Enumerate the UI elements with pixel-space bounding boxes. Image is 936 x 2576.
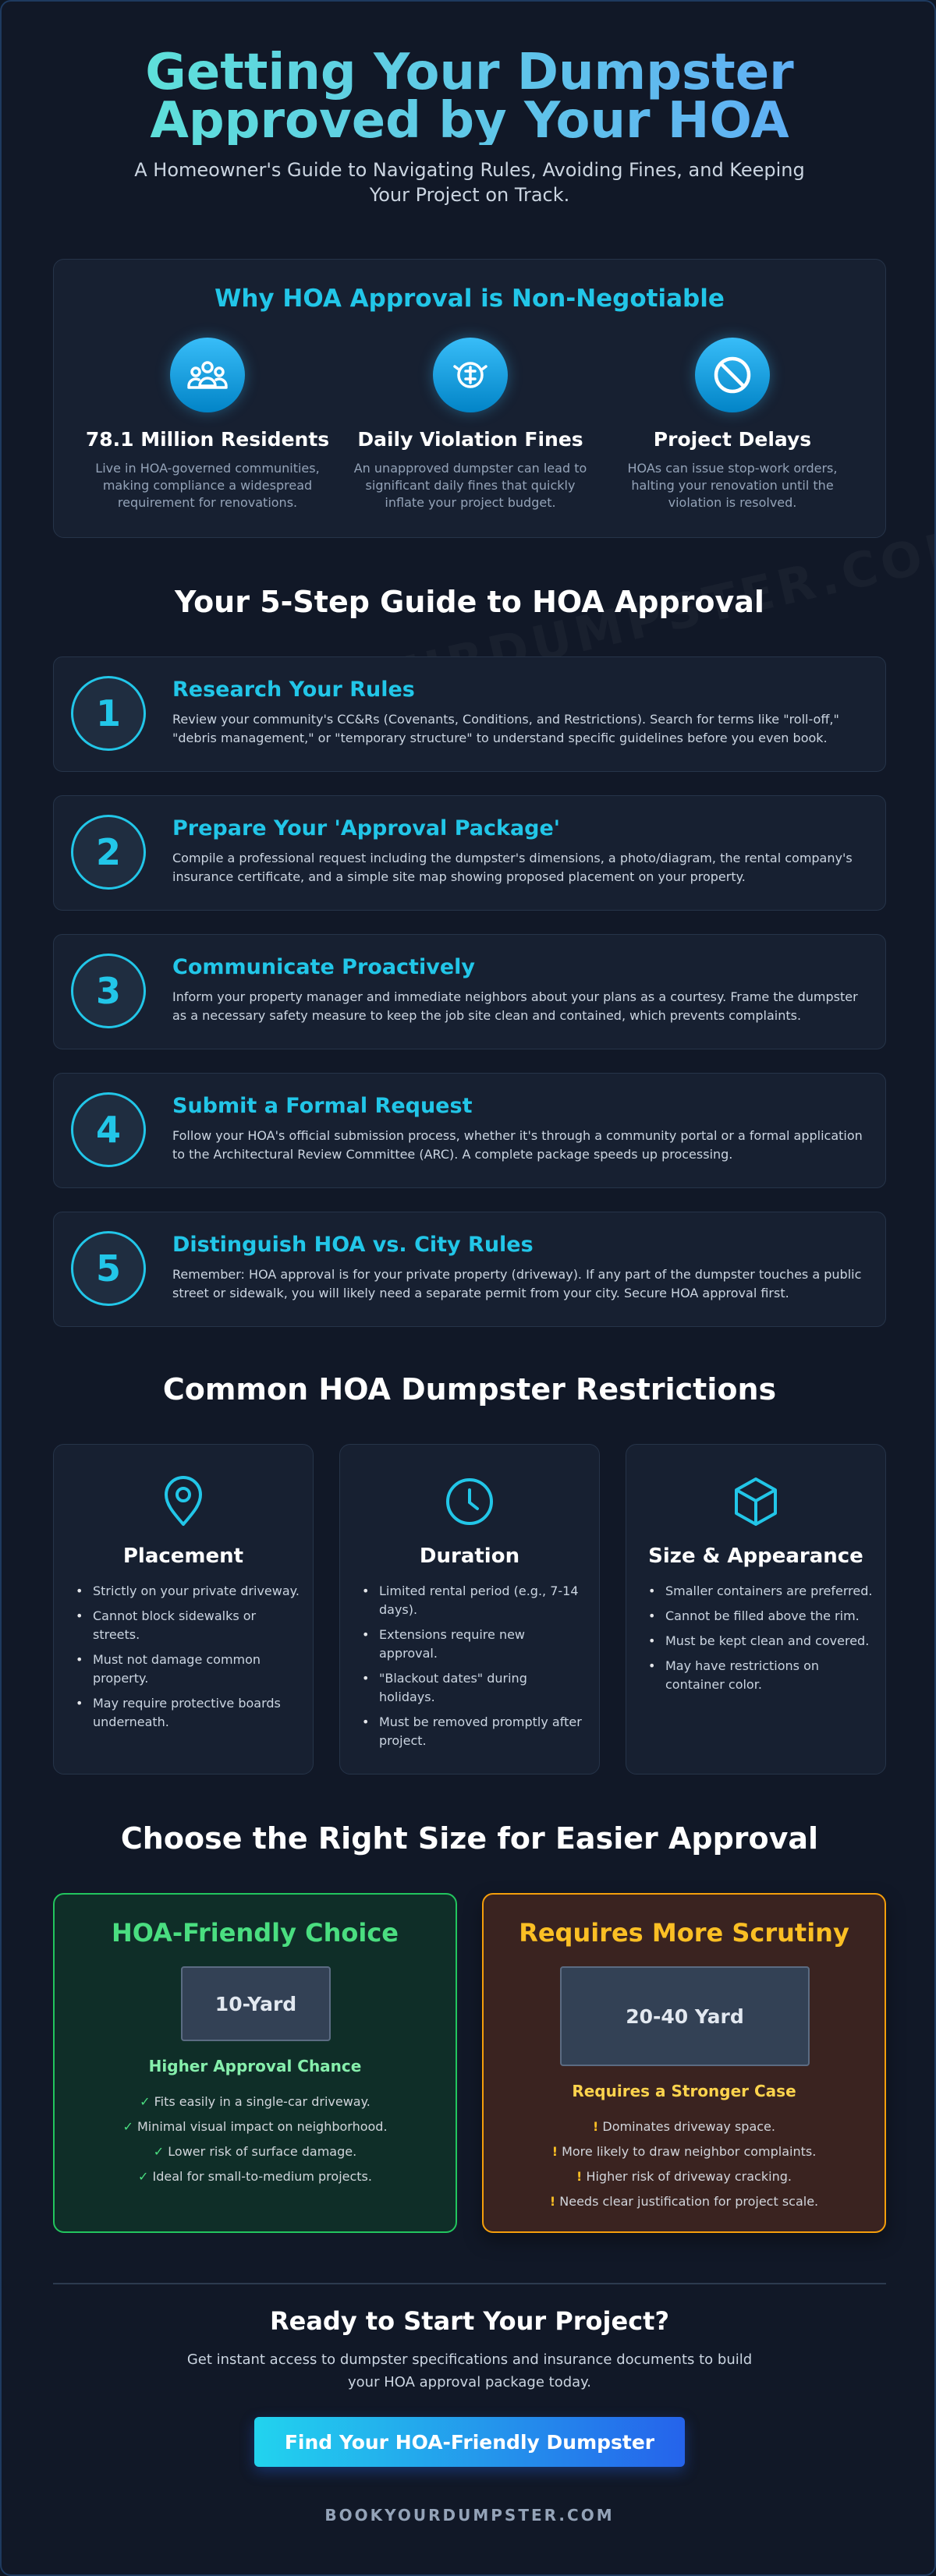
page-title: Getting Your Dumpster Approved by Your HOA <box>2 48 936 145</box>
point-text: Higher risk of driveway cracking. <box>586 2169 792 2184</box>
point-text: Ideal for small-to-medium projects. <box>152 2169 372 2184</box>
restriction-title: Placement <box>122 1545 244 1568</box>
steps-title: Your 5-Step Guide to HOA Approval <box>175 585 764 619</box>
step-number: 2 <box>71 815 146 890</box>
list-item: • May have restrictions on container color. <box>647 1657 873 1694</box>
why-panel <box>53 259 886 538</box>
step-title: Communicate Proactively <box>172 955 475 979</box>
list-item: • Extensions require new approval. <box>360 1626 587 1663</box>
list-item: • "Blackout dates" during holidays. <box>360 1669 587 1707</box>
find-dumpster-button[interactable]: Find Your HOA-Friendly Dumpster <box>254 2417 685 2467</box>
check-icon: ✓ <box>138 2169 149 2184</box>
point-text: Needs clear justification for project scale. <box>559 2194 819 2209</box>
step-title: Prepare Your 'Approval Package' <box>172 816 561 840</box>
restriction-card-placement <box>53 1444 314 1775</box>
footer-brand: BOOKYOURDUMPSTER.COM <box>324 2506 615 2525</box>
list-item: • Must be removed promptly after project. <box>360 1713 587 1750</box>
list-item: • Cannot be filled above the rim. <box>647 1607 873 1626</box>
point-text: Dominates driveway space. <box>602 2119 775 2134</box>
clock-icon <box>442 1474 497 1529</box>
point-text: Minimal visual impact on neighborhood. <box>136 2119 388 2134</box>
check-icon: ✓ <box>140 2094 151 2109</box>
stat-delays <box>600 338 865 511</box>
cube-icon <box>729 1474 783 1529</box>
step-number: 1 <box>71 676 146 751</box>
restriction-card-size <box>626 1444 886 1775</box>
community-icon <box>170 338 245 412</box>
stat-text: Live in HOA-governed communities, making compliance a widespread requirement for renovations. <box>95 461 320 510</box>
location-pin-icon <box>158 1474 208 1529</box>
warning-icon: ! <box>576 2169 583 2184</box>
list-item: • Cannot block sidewalks or streets. <box>74 1607 300 1644</box>
step-title: Submit a Formal Request <box>172 1094 473 1118</box>
step-card <box>53 934 886 1049</box>
restrictions-title: Common HOA Dumpster Restrictions <box>162 1372 777 1407</box>
check-icon: ✓ <box>122 2119 133 2134</box>
restriction-list <box>647 1582 873 1700</box>
step-text: Compile a professional request including the dumpster's dimensions, a photo/diagram, the rental company's insurance certificate, and a simple site map showing proposed placement on your property. <box>172 851 853 884</box>
check-icon: ✓ <box>153 2144 165 2159</box>
cta-text: Get instant access to dumpster specifications and insurance documents to build your HOA approval package today. <box>186 2351 753 2390</box>
step-text: Review your community's CC&Rs (Covenants, Conditions, and Restrictions). Search for terms like "roll-off," "debris management," or "temporary structure" to understand specific guidelines before you even book. <box>172 712 839 745</box>
step-number: 4 <box>71 1092 146 1167</box>
point-row <box>55 2164 456 2189</box>
divider <box>53 2283 886 2284</box>
stat-text: An unapproved dumpster can lead to significant daily fines that quickly inflate your project budget. <box>353 461 587 510</box>
list-item: • Smaller containers are preferred. <box>647 1582 873 1601</box>
warning-icon: ! <box>551 2144 558 2159</box>
list-item: • May require protective boards underneath. <box>74 1694 300 1732</box>
restriction-card-duration <box>339 1444 600 1775</box>
list-item: • Strictly on your private driveway. <box>74 1582 300 1601</box>
stat-title: 78.1 Million Residents <box>85 428 330 451</box>
dumpster-box-10yard: 10-Yard <box>181 1966 331 2041</box>
fine-icon <box>433 338 508 412</box>
warning-icon: ! <box>549 2194 556 2209</box>
size-card-title: HOA-Friendly Choice <box>112 1918 399 1948</box>
step-text: Follow your HOA's official submission process, whether it's through a community portal or a formal application to the Architectural Review Committee (ARC). A complete package speeds up processing. <box>172 1128 863 1162</box>
size-card-title: Requires More Scrutiny <box>519 1918 849 1948</box>
point-row <box>55 2114 456 2139</box>
list-item: • Limited rental period (e.g., 7-14 days). <box>360 1582 587 1619</box>
point-row <box>484 2139 885 2164</box>
point-text: Fits easily in a single-car driveway. <box>154 2094 370 2109</box>
stat-text: HOAs can issue stop-work orders, halting your renovation until the violation is resolved. <box>627 461 838 510</box>
point-row <box>55 2139 456 2164</box>
point-row <box>484 2164 885 2189</box>
size-points <box>484 2114 885 2214</box>
stat-fines <box>338 338 603 511</box>
approval-chance: Higher Approval Chance <box>148 2057 362 2075</box>
step-card <box>53 1073 886 1188</box>
step-card <box>53 795 886 911</box>
restriction-list <box>360 1582 587 1757</box>
restriction-title: Duration <box>419 1545 520 1568</box>
point-row <box>55 2089 456 2114</box>
stat-residents <box>75 338 340 511</box>
point-row <box>484 2114 885 2139</box>
step-card <box>53 1212 886 1327</box>
point-text: Lower risk of surface damage. <box>168 2144 357 2159</box>
step-text: Inform your property manager and immediate neighbors about your plans as a courtesy. Frame the dumpster as a necessary safety measure to keep the job site clean and contained, which prevents complaints. <box>172 989 858 1023</box>
page-subtitle: A Homeowner's Guide to Navigating Rules, Avoiding Fines, and Keeping Your Project on Track. <box>134 159 805 206</box>
no-entry-icon <box>695 338 770 412</box>
point-text: More likely to draw neighbor complaints. <box>562 2144 817 2159</box>
size-card-scrutiny <box>482 1893 886 2233</box>
cta-title: Ready to Start Your Project? <box>269 2306 670 2336</box>
warning-icon: ! <box>593 2119 599 2134</box>
why-title: Why HOA Approval is Non-Negotiable <box>214 285 725 313</box>
point-row <box>484 2189 885 2214</box>
sizes-title: Choose the Right Size for Easier Approval <box>120 1821 819 1856</box>
step-number: 5 <box>71 1231 146 1306</box>
step-number: 3 <box>71 954 146 1028</box>
stat-title: Daily Violation Fines <box>357 428 583 451</box>
restriction-list <box>74 1582 300 1738</box>
approval-chance: Requires a Stronger Case <box>572 2082 796 2100</box>
step-card <box>53 656 886 772</box>
size-card-friendly <box>53 1893 457 2233</box>
size-points <box>55 2089 456 2189</box>
step-text: Remember: HOA approval is for your private property (driveway). If any part of the dumpster touches a public street or sidewalk, you will likely need a separate permit from your city. Secure HOA approval first. <box>172 1267 862 1300</box>
restriction-title: Size & Appearance <box>648 1545 863 1568</box>
step-title: Research Your Rules <box>172 678 415 702</box>
list-item: • Must not damage common property. <box>74 1651 300 1688</box>
list-item: • Must be kept clean and covered. <box>647 1632 873 1651</box>
stat-title: Project Delays <box>653 428 812 451</box>
step-title: Distinguish HOA vs. City Rules <box>172 1233 534 1257</box>
dumpster-box-large: 20-40 Yard <box>560 1966 810 2066</box>
